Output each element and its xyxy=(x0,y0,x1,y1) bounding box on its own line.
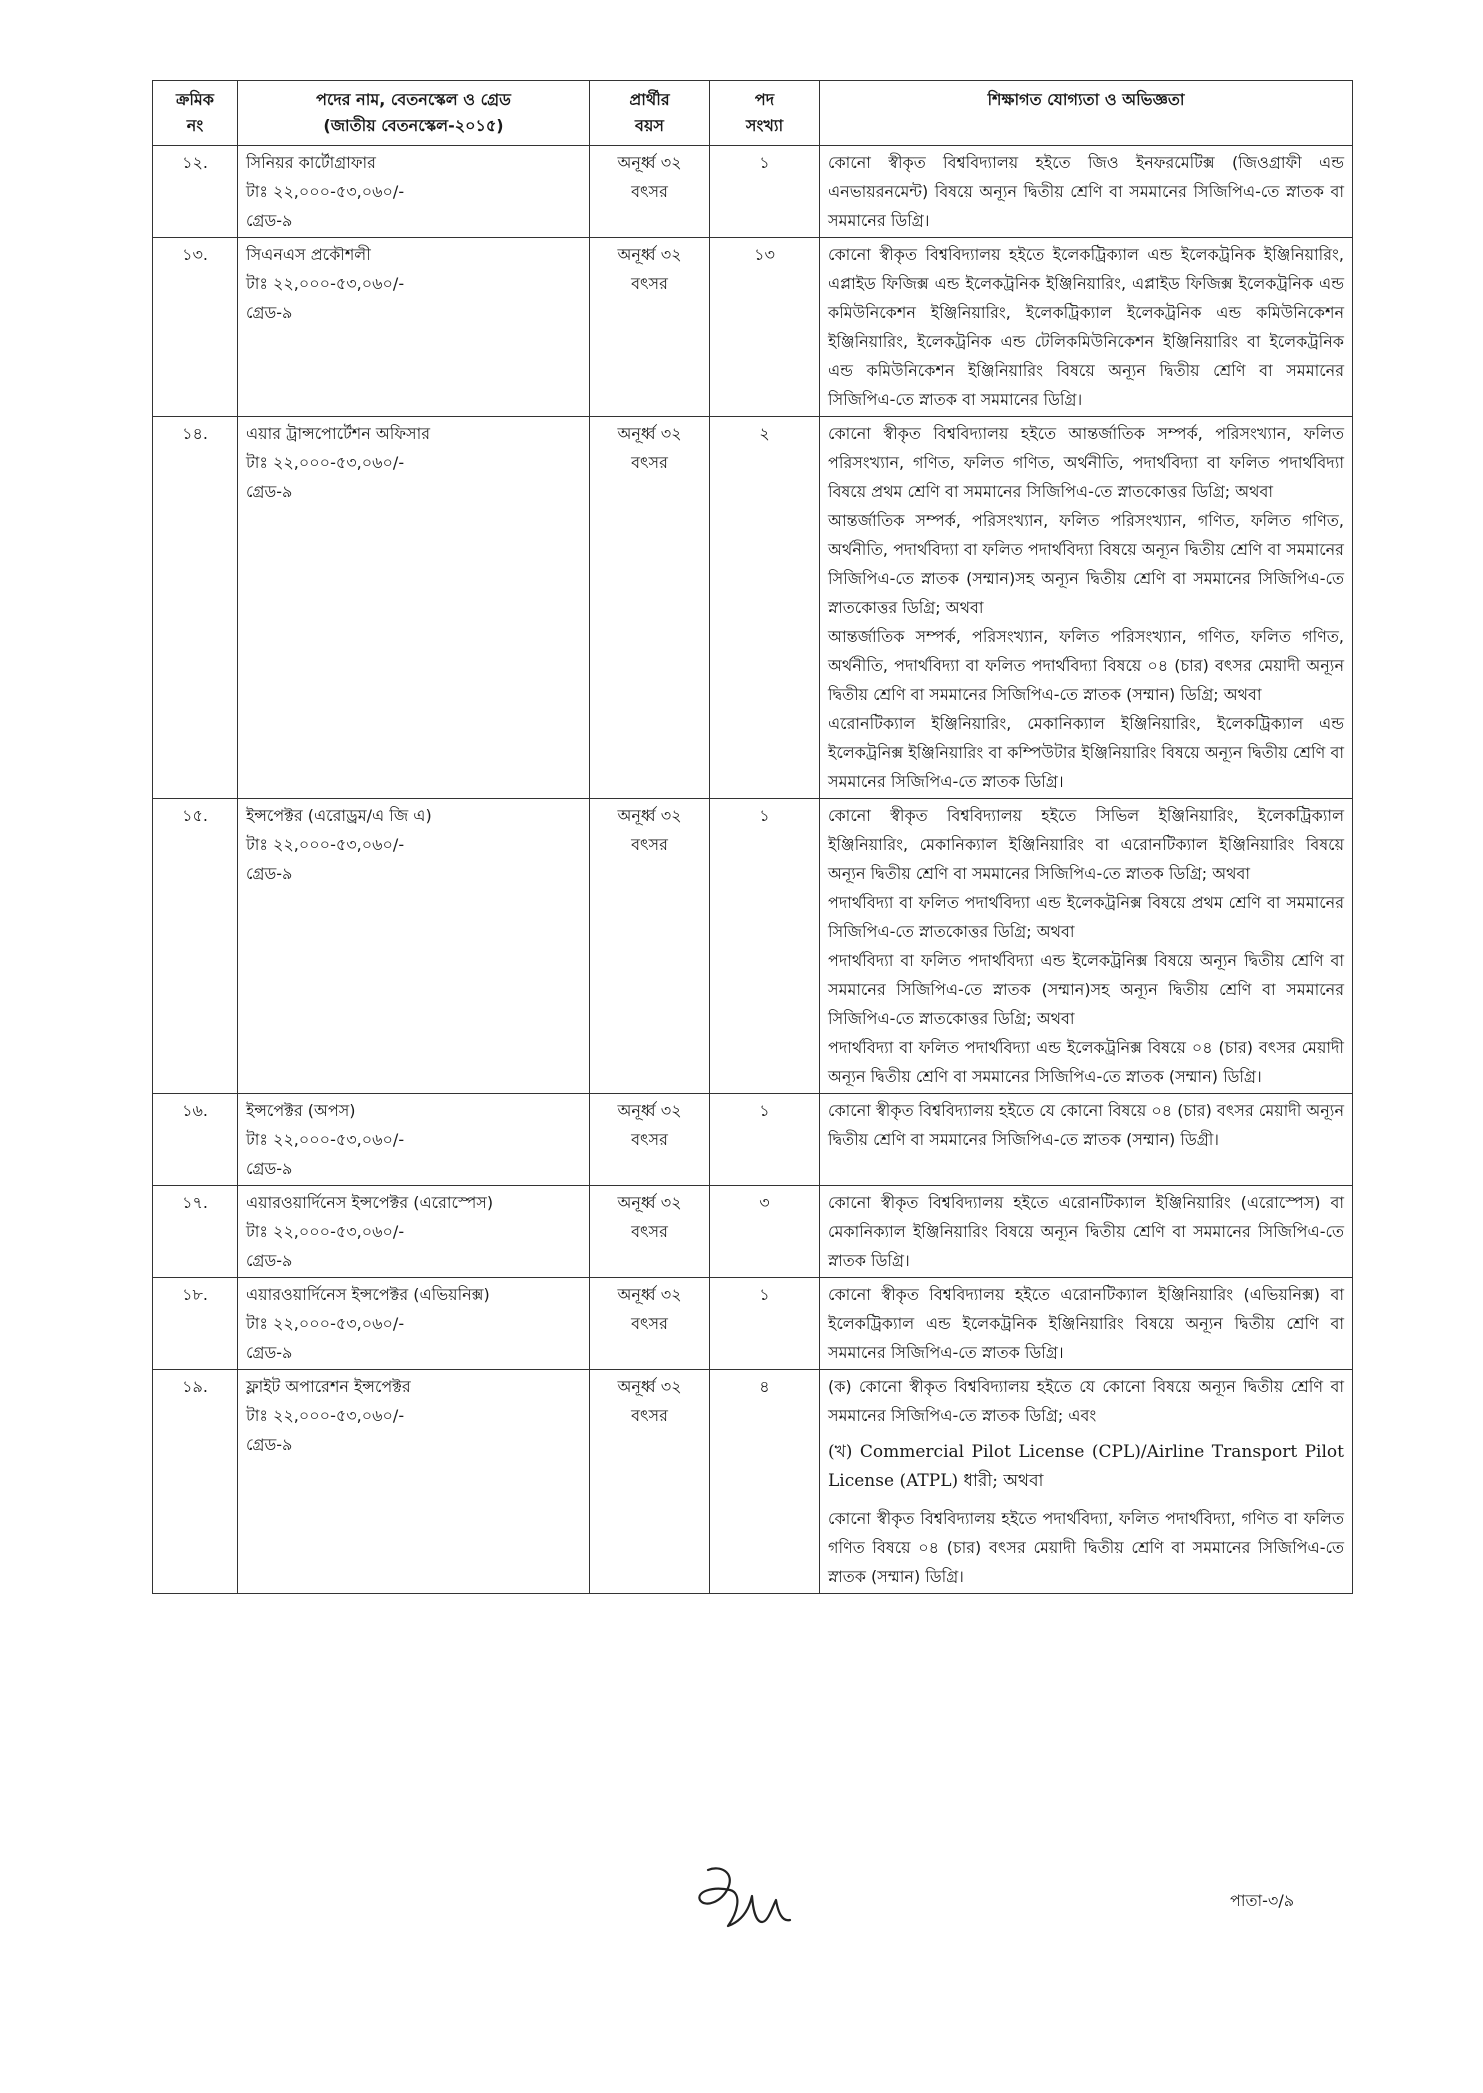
qualification-text: কোনো স্বীকৃত বিশ্ববিদ্যালয় হইতে পদার্থবিদ্যা, ফলিত পদার্থবিদ্যা, গণিত বা ফলিত গণিত বিষয়ে ০৪ (চার) বৎসর মেয়াদী দ্বিতীয় শ্রেণি বা সমমানের সিজিপিএ-তে স্নাতক (সম্মান) ডিগ্রি। xyxy=(828,1509,1344,1586)
age-cell: অনূর্ধ্ব ৩২ বৎসর xyxy=(590,1370,710,1594)
post-title: এয়ারওয়ার্দিনেস ইন্সপেক্টর (এভিয়নিক্স) xyxy=(246,1285,490,1304)
post-title: সিনিয়র কার্টোগ্রাফার xyxy=(246,153,376,172)
qualification-text: পদার্থবিদ্যা বা ফলিত পদার্থবিদ্যা এন্ড ইলেকট্রনিক্স বিষয়ে ০৪ (চার) বৎসর মেয়াদী অন্যূন দ্বিতীয় শ্রেণি বা সমমানের সিজিপিএ-তে স্নাতক (সম্মান) ডিগ্রি। xyxy=(828,1038,1344,1086)
post-cell xyxy=(238,417,590,799)
qualification-text: কোনো স্বীকৃত বিশ্ববিদ্যালয় হইতে ইলেকট্রিক্যাল এন্ড ইলেকট্রনিক ইঞ্জিনিয়ারিং, এপ্লাইড ফিজিক্স এন্ড ইলেকট্রনিক ইঞ্জিনিয়ারিং, এপ্লাইড ফিজিক্স ইলেকট্রনিক এন্ড কমিউনিকেশন ইঞ্জিনিয়ারিং, ইলেকট্রিক্যাল ইলেকট্রনিক এন্ড কমিউনিকেশন ইঞ্জিনিয়ারিং, ইলেকট্রনিক এন্ড টেলিকমিউনিকেশন ইঞ্জিনিয়ারিং বা ইলেকট্রনিক এন্ড কমিউনিকেশন ইঞ্জিনিয়ারিং বিষয়ে অন্যূন দ্বিতীয় শ্রেণি বা সমমানের সিজিপিএ-তে স্নাতক বা সমমানের ডিগ্রি। xyxy=(828,245,1344,409)
header-post-count: পদ সংখ্যা xyxy=(710,81,820,146)
grade: গ্রেড-৯ xyxy=(246,482,293,501)
pay-scale: টাঃ ২২,০০০-৫৩,০৬০/- xyxy=(246,1130,405,1149)
serial-cell: ১৩. xyxy=(153,238,238,417)
table-row xyxy=(153,799,1353,1094)
grade: গ্রেড-৯ xyxy=(246,1435,293,1454)
qualification-cell xyxy=(820,238,1353,417)
post-title: এয়ারওয়ার্দিনেস ইন্সপেক্টর (এরোস্পেস) xyxy=(246,1193,494,1212)
header-serial: ক্রমিক নং xyxy=(153,81,238,146)
grade: গ্রেড-৯ xyxy=(246,1159,293,1178)
post-title: এয়ার ট্রান্সপোর্টেশন অফিসার xyxy=(246,424,431,443)
table-header xyxy=(153,81,1353,146)
post-title: ফ্লাইট অপারেশন ইন্সপেক্টর xyxy=(246,1377,411,1396)
age-cell: অনূর্ধ্ব ৩২ বৎসর xyxy=(590,146,710,238)
pay-scale: টাঃ ২২,০০০-৫৩,০৬০/- xyxy=(246,274,405,293)
age-cell: অনূর্ধ্ব ৩২ বৎসর xyxy=(590,1278,710,1370)
grade: গ্রেড-৯ xyxy=(246,303,293,322)
header-qualification: শিক্ষাগত যোগ্যতা ও অভিজ্ঞতা xyxy=(820,81,1353,146)
age-cell: অনূর্ধ্ব ৩২ বৎসর xyxy=(590,1186,710,1278)
table-row xyxy=(153,1278,1353,1370)
qualification-text: কোনো স্বীকৃত বিশ্ববিদ্যালয় হইতে সিভিল ইঞ্জিনিয়ারিং, ইলেকট্রিক্যাল ইঞ্জিনিয়ারিং, মেকানিক্যাল ইঞ্জিনিয়ারিং বা এরোনটিক্যাল ইঞ্জিনিয়ারিং বিষয়ে অন্যূন দ্বিতীয় শ্রেণি বা সমমানের সিজিপিএ-তে স্নাতক ডিগ্রি; অথবা xyxy=(828,806,1344,883)
pay-scale: টাঃ ২২,০০০-৫৩,০৬০/- xyxy=(246,182,405,201)
post-cell xyxy=(238,1186,590,1278)
qualification-cell xyxy=(820,146,1353,238)
qualification-text: কোনো স্বীকৃত বিশ্ববিদ্যালয় হইতে জিও ইনফরমেটিক্স (জিওগ্রাফী এন্ড এনভায়রনমেন্ট) বিষয়ে অন্যূন দ্বিতীয় শ্রেণি বা সমমানের সিজিপিএ-তে স্নাতক বা সমমানের ডিগ্রি। xyxy=(828,153,1344,230)
grade: গ্রেড-৯ xyxy=(246,864,293,883)
job-requirements-table xyxy=(152,80,1353,1594)
post-count-cell: ১৩ xyxy=(710,238,820,417)
post-count-cell: ১ xyxy=(710,1094,820,1186)
grade: গ্রেড-৯ xyxy=(246,1343,293,1362)
post-count-cell: ১ xyxy=(710,146,820,238)
qualification-text: পদার্থবিদ্যা বা ফলিত পদার্থবিদ্যা এন্ড ইলেকট্রনিক্স বিষয়ে অন্যূন দ্বিতীয় শ্রেণি বা সমমানের সিজিপিএ-তে স্নাতক (সম্মান)সহ অন্যূন দ্বিতীয় শ্রেণি বা সমমানের সিজিপিএ-তে স্নাতকোত্তর ডিগ্রি; অথবা xyxy=(828,951,1344,1028)
pay-scale: টাঃ ২২,০০০-৫৩,০৬০/- xyxy=(246,1314,405,1333)
post-cell xyxy=(238,238,590,417)
post-count-cell: ১ xyxy=(710,1278,820,1370)
qualification-text: (ক) কোনো স্বীকৃত বিশ্ববিদ্যালয় হইতে যে কোনো বিষয়ে অন্যূন দ্বিতীয় শ্রেণি বা সমমানের সিজিপিএ-তে স্নাতক ডিগ্রি; এবং xyxy=(828,1377,1344,1425)
qualification-text: আন্তর্জাতিক সম্পর্ক, পরিসংখ্যান, ফলিত পরিসংখ্যান, গণিত, ফলিত গণিত, অর্থনীতি, পদার্থবিদ্যা বা ফলিত পদার্থবিদ্যা বিষয়ে অন্যূন দ্বিতীয় শ্রেণি বা সমমানের সিজিপিএ-তে স্নাতক (সম্মান)সহ অন্যূন দ্বিতীয় শ্রেণি বা সমমানের সিজিপিএ-তে স্নাতকোত্তর ডিগ্রি; অথবা xyxy=(828,511,1344,617)
grade: গ্রেড-৯ xyxy=(246,211,293,230)
table-row xyxy=(153,238,1353,417)
qualification-cell xyxy=(820,1278,1353,1370)
serial-cell: ১৯. xyxy=(153,1370,238,1594)
qualification-text: কোনো স্বীকৃত বিশ্ববিদ্যালয় হইতে এরোনটিক্যাল ইঞ্জিনিয়ারিং (এরোস্পেস) বা মেকানিক্যাল ইঞ্জিনিয়ারিং বিষয়ে অন্যূন দ্বিতীয় শ্রেণি বা সমমানের সিজিপিএ-তে স্নাতক ডিগ্রি। xyxy=(828,1193,1344,1270)
post-count-cell: ১ xyxy=(710,799,820,1094)
table-row xyxy=(153,1094,1353,1186)
table-row xyxy=(153,1186,1353,1278)
table-row xyxy=(153,1370,1353,1594)
header-post: পদের নাম, বেতনস্কেল ও গ্রেড (জাতীয় বেতনস্কেল-২০১৫) xyxy=(238,81,590,146)
post-title: সিএনএস প্রকৌশলী xyxy=(246,245,371,264)
serial-cell: ১৭. xyxy=(153,1186,238,1278)
qualification-text: কোনো স্বীকৃত বিশ্ববিদ্যালয় হইতে আন্তর্জাতিক সম্পর্ক, পরিসংখ্যান, ফলিত পরিসংখ্যান, গণিত, ফলিত গণিত, অর্থনীতি, পদার্থবিদ্যা বা ফলিত পদার্থবিদ্যা বিষয়ে প্রথম শ্রেণি বা সমমানের সিজিপিএ-তে স্নাতকোত্তর ডিগ্রি; অথবা xyxy=(828,424,1344,501)
qualification-cell xyxy=(820,1094,1353,1186)
qualification-text: কোনো স্বীকৃত বিশ্ববিদ্যালয় হইতে এরোনটিক্যাল ইঞ্জিনিয়ারিং (এভিয়নিক্স) বা ইলেকট্রিক্যাল এন্ড ইলেকট্রনিক ইঞ্জিনিয়ারিং বিষয়ে অন্যূন দ্বিতীয় শ্রেণি বা সমমানের সিজিপিএ-তে স্নাতক ডিগ্রি। xyxy=(828,1285,1344,1362)
post-cell xyxy=(238,799,590,1094)
qualification-cell xyxy=(820,1370,1353,1594)
qualification-cell xyxy=(820,417,1353,799)
post-cell xyxy=(238,146,590,238)
post-title: ইন্সপেক্টর (এরোড্রম/এ জি এ) xyxy=(246,806,432,825)
signature-mark xyxy=(690,1860,810,1940)
post-count-cell: ২ xyxy=(710,417,820,799)
post-title: ইন্সপেক্টর (অপস) xyxy=(246,1101,356,1120)
post-count-cell: ৩ xyxy=(710,1186,820,1278)
pay-scale: টাঃ ২২,০০০-৫৩,০৬০/- xyxy=(246,1406,405,1425)
age-cell: অনূর্ধ্ব ৩২ বৎসর xyxy=(590,238,710,417)
serial-cell: ১৫. xyxy=(153,799,238,1094)
table-row xyxy=(153,417,1353,799)
grade: গ্রেড-৯ xyxy=(246,1251,293,1270)
pay-scale: টাঃ ২২,০০০-৫৩,০৬০/- xyxy=(246,453,405,472)
table-row xyxy=(153,146,1353,238)
post-cell xyxy=(238,1370,590,1594)
qualification-text: কোনো স্বীকৃত বিশ্ববিদ্যালয় হইতে যে কোনো বিষয়ে ০৪ (চার) বৎসর মেয়াদী অন্যূন দ্বিতীয় শ্রেণি বা সমমানের সিজিপিএ-তে স্নাতক (সম্মান) ডিগ্রী। xyxy=(828,1101,1344,1149)
age-cell: অনূর্ধ্ব ৩২ বৎসর xyxy=(590,1094,710,1186)
age-cell: অনূর্ধ্ব ৩২ বৎসর xyxy=(590,417,710,799)
qualification-text: আন্তর্জাতিক সম্পর্ক, পরিসংখ্যান, ফলিত পরিসংখ্যান, গণিত, ফলিত গণিত, অর্থনীতি, পদার্থবিদ্যা বা ফলিত পদার্থবিদ্যা বিষয়ে ০৪ (চার) বৎসর মেয়াদী অন্যূন দ্বিতীয় শ্রেণি বা সমমানের সিজিপিএ-তে স্নাতক (সম্মান) ডিগ্রি; অথবা xyxy=(828,627,1344,704)
post-cell xyxy=(238,1094,590,1186)
qualification-cell xyxy=(820,1186,1353,1278)
header-age: প্রার্থীর বয়স xyxy=(590,81,710,146)
serial-cell: ১৪. xyxy=(153,417,238,799)
post-cell xyxy=(238,1278,590,1370)
serial-cell: ১২. xyxy=(153,146,238,238)
qualification-text: পদার্থবিদ্যা বা ফলিত পদার্থবিদ্যা এন্ড ইলেকট্রনিক্স বিষয়ে প্রথম শ্রেণি বা সমমানের সিজিপিএ-তে স্নাতকোত্তর ডিগ্রি; অথবা xyxy=(828,893,1344,941)
post-count-cell: ৪ xyxy=(710,1370,820,1594)
qualification-text: (খ) Commercial Pilot License (CPL)/Airline Transport Pilot License (ATPL) ধারী; অথবা xyxy=(828,1442,1344,1491)
qualification-cell xyxy=(820,799,1353,1094)
pay-scale: টাঃ ২২,০০০-৫৩,০৬০/- xyxy=(246,1222,405,1241)
qualification-text: এরোনটিক্যাল ইঞ্জিনিয়ারিং, মেকানিক্যাল ইঞ্জিনিয়ারিং, ইলেকট্রিক্যাল এন্ড ইলেকট্রনিক্স ইঞ্জিনিয়ারিং বা কম্পিউটার ইঞ্জিনিয়ারিং বিষয়ে অন্যূন দ্বিতীয় শ্রেণি বা সমমানের সিজিপিএ-তে স্নাতক ডিগ্রি। xyxy=(828,714,1344,791)
page-number: পাতা-৩/৯ xyxy=(1230,1891,1295,1910)
age-cell: অনূর্ধ্ব ৩২ বৎসর xyxy=(590,799,710,1094)
serial-cell: ১৮. xyxy=(153,1278,238,1370)
serial-cell: ১৬. xyxy=(153,1094,238,1186)
pay-scale: টাঃ ২২,০০০-৫৩,০৬০/- xyxy=(246,835,405,854)
